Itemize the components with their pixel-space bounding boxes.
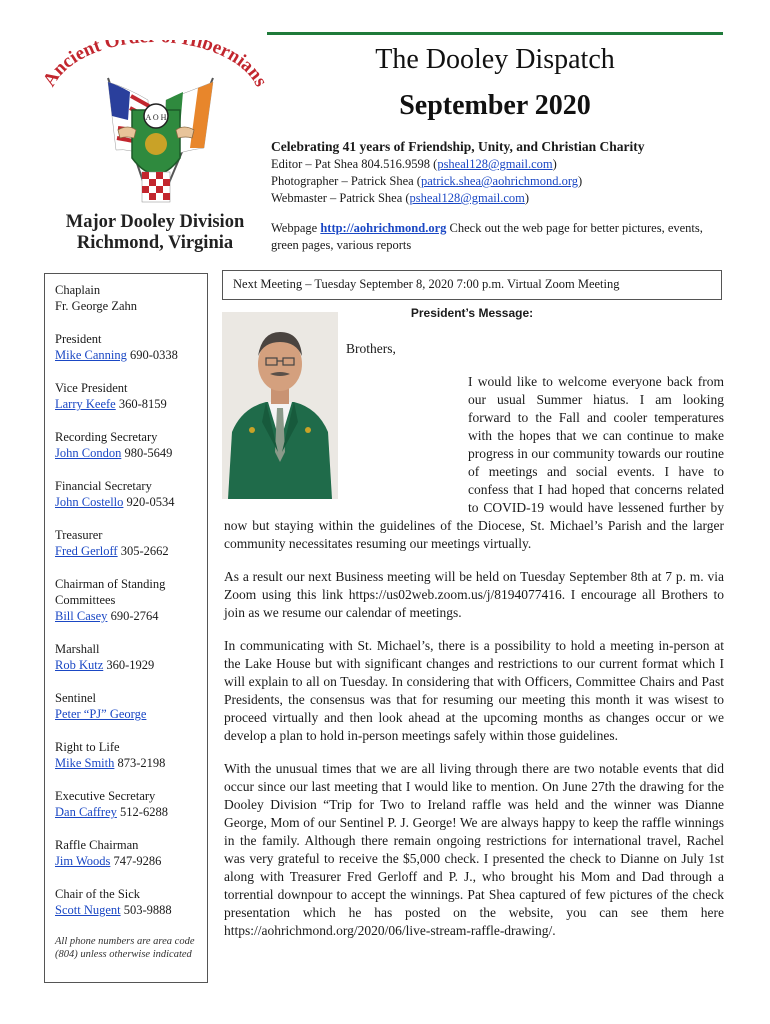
editor-close-paren: ) [552, 157, 557, 171]
paragraph-1: I would like to welcome everyone back from our usual Summer hiatus. I am looking forward to the Fall and cooler temperatures with the hopes that we can continue to make progress in our community towards our routine of meetings and social events. I have to confess that I had hoped that concerns related to COVID-19 would have lessened further by now but staying within the guidelines of the Diocese, St. Michael’s Parish and the larger community necessitates resuming our meetings virtually. [224, 374, 724, 551]
officer-phone: 980-5649 [124, 446, 173, 460]
photographer-close-paren: ) [578, 174, 583, 188]
officer-entry [55, 527, 207, 559]
officer-entry [55, 641, 207, 673]
officer-phone: 690-0338 [130, 348, 178, 362]
logo-arc-text: Ancient O ibernian [38, 40, 267, 91]
officer-role: Recording Secretary [55, 430, 158, 444]
officer-name-link[interactable]: John Costello [55, 495, 124, 509]
masthead-credits [271, 138, 721, 207]
officer-phone: 360-8159 [118, 397, 167, 411]
webmaster-line [271, 190, 721, 207]
officers-sidebar [44, 273, 208, 983]
officer-entry [55, 739, 207, 771]
officer-entry [55, 788, 207, 820]
officer-role: Vice President [55, 381, 128, 395]
newsletter-title: The Dooley Dispatch [375, 44, 615, 75]
presidents-message-heading: President’s Message: [410, 306, 534, 320]
officer-name-link[interactable]: Rob Kutz [55, 658, 104, 672]
officer-phone: 360-1929 [106, 658, 155, 672]
webmaster-label: Webmaster – Patrick Shea ( [271, 191, 410, 205]
officer-name-link[interactable]: Fred Gerloff [55, 544, 118, 558]
officer-role: Treasurer [55, 528, 103, 542]
officer-name-link[interactable]: Peter “PJ” George [55, 707, 147, 721]
photographer-line [271, 173, 721, 190]
editor-line [271, 156, 721, 173]
paragraph-3: In communicating with St. Michael’s, there is a possibility to hold a meeting in-person at the Lake House but with significant changes and restrictions to our current format which I will explain to all on Tuesday. In considering that with Officers, Committee Chairs and Past Presidents, the consensus was that for resuming our meeting this month it was wisest to proceed virtually and then look ahead at the upcoming months as changes occur or we develop a plan to hold in-person meetings safely within those guidelines. [224, 638, 724, 743]
webmaster-close-paren: ) [524, 191, 530, 205]
paragraph-2: As a result our next Business meeting will be held on Tuesday September 8th at 7 p. m. via Zoom using this link https://us02web.zoom.us/j/8194077416. I encourage all Brothers to join as we resume our calendar of meetings. [224, 569, 724, 620]
webmaster-email-link[interactable]: psheal128@gmail.com [409, 191, 525, 205]
officer-role: Executive Secretary [55, 789, 156, 803]
newsletter-date: September 2020 [399, 90, 591, 121]
officer-role: Chairman of Standing Committees [55, 577, 166, 607]
officer-role: Raffle Chairman [55, 838, 139, 852]
officer-role: President [55, 332, 102, 346]
officer-phone: 512-6288 [120, 805, 168, 819]
officer-entry [55, 380, 207, 412]
masthead-rule [267, 32, 723, 35]
editor-email-link[interactable]: psheal128@gmail.com [437, 157, 553, 171]
officer-entry [55, 282, 207, 314]
division-name [40, 212, 270, 254]
officer-role: Sentinel [55, 691, 96, 705]
officer-phone: 690-2764 [110, 609, 159, 623]
officer-entry [55, 331, 207, 363]
officer-name-link[interactable]: Bill Casey [55, 609, 108, 623]
officer-phone: 920-0534 [126, 495, 175, 509]
officer-role: Financial Secretary [55, 479, 152, 493]
logo-badge-text: A O H [145, 113, 167, 122]
officer-role: Chair of the Sick [55, 887, 141, 901]
officer-entry [55, 837, 207, 869]
next-meeting-box: Next Meeting – Tuesday September 8, 2020 7:00 p.m. Virtual Zoom Meeting [222, 270, 722, 300]
officer-name-link[interactable]: Larry Keefe [55, 397, 116, 411]
officer-name-link[interactable]: Mike Smith [55, 756, 115, 770]
division-line-1: Major Dooley Division [65, 212, 245, 232]
officer-phone: 873-2198 [117, 756, 166, 770]
officer-entry [55, 576, 207, 624]
officer-name-link[interactable]: Mike Canning [55, 348, 127, 362]
greeting: Brothers, [346, 341, 396, 356]
officer-phone: 747-9286 [113, 854, 162, 868]
officer-name-link[interactable]: Dan Caffrey [55, 805, 117, 819]
photo-float-spacer [224, 340, 346, 375]
officer-role: Marshall [55, 642, 100, 656]
editor-label: Editor – Pat Shea 804.516.9598 ( [271, 157, 438, 171]
officer-entry [55, 886, 207, 918]
officer-name-link[interactable]: Jim Woods [55, 854, 111, 868]
photo-float-spacer [346, 373, 468, 517]
webpage-line [271, 220, 721, 254]
webpage-link[interactable]: http://aohrichmond.org [320, 221, 447, 235]
officer-role: Chaplain [55, 283, 101, 297]
photographer-label: Photographer – Patrick Shea ( [271, 174, 421, 188]
officer-phone: 503-9888 [123, 903, 172, 917]
officer-name: Fr. George Zahn [55, 299, 138, 313]
photographer-email-link[interactable]: patrick.shea@aohrichmond.org [420, 174, 579, 188]
division-line-2: Richmond, Virginia [76, 233, 234, 253]
webpage-label: Webpage [271, 221, 318, 235]
officer-entry [55, 429, 207, 461]
phone-footnote: All phone numbers are area code (804) unless otherwise indicated [55, 936, 195, 960]
paragraph-4: With the unusual times that we are all living through there are two notable events that did occur since our last meeting that I would like to mention. On June 27th the drawing for the Dooley Division “Trip for Two to Ireland raffle was held and the winner was Dianne George, Mom of our Sentinel P. J. George! We are always happy to keep the raffle winnings in the family. Although there remain ongoing restrictions for international travel, Rachel was very grateful to receive the $5,000 check. I presented the check to Dianne on July 1st along with Treasurer Fred Gerloff and P. J., who brought his Mom and Dad through a torrential downpour to accept the winnings. Pat Shea captured of few pictures of the check presentation which he has posted on the website, you can see them here https://aohrichmond.org/2020/06/live-stream-raffle-drawing/. [224, 761, 724, 938]
presidents-message-body [224, 340, 724, 955]
officer-role: Right to Life [55, 740, 120, 754]
aoh-logo [38, 40, 268, 210]
officer-entry [55, 690, 207, 722]
officer-phone: 305-2662 [120, 544, 169, 558]
officer-name-link[interactable]: John Condon [55, 446, 122, 460]
officer-name-link[interactable]: Scott Nugent [55, 903, 121, 917]
webpage-note: Check out the web page for better pictures, events, green pages, various reports [271, 221, 703, 252]
aoh-emblem-icon [38, 40, 268, 210]
tagline: Celebrating 41 years of Friendship, Unity, and Christian Charity [271, 139, 645, 154]
officer-entry [55, 478, 207, 510]
